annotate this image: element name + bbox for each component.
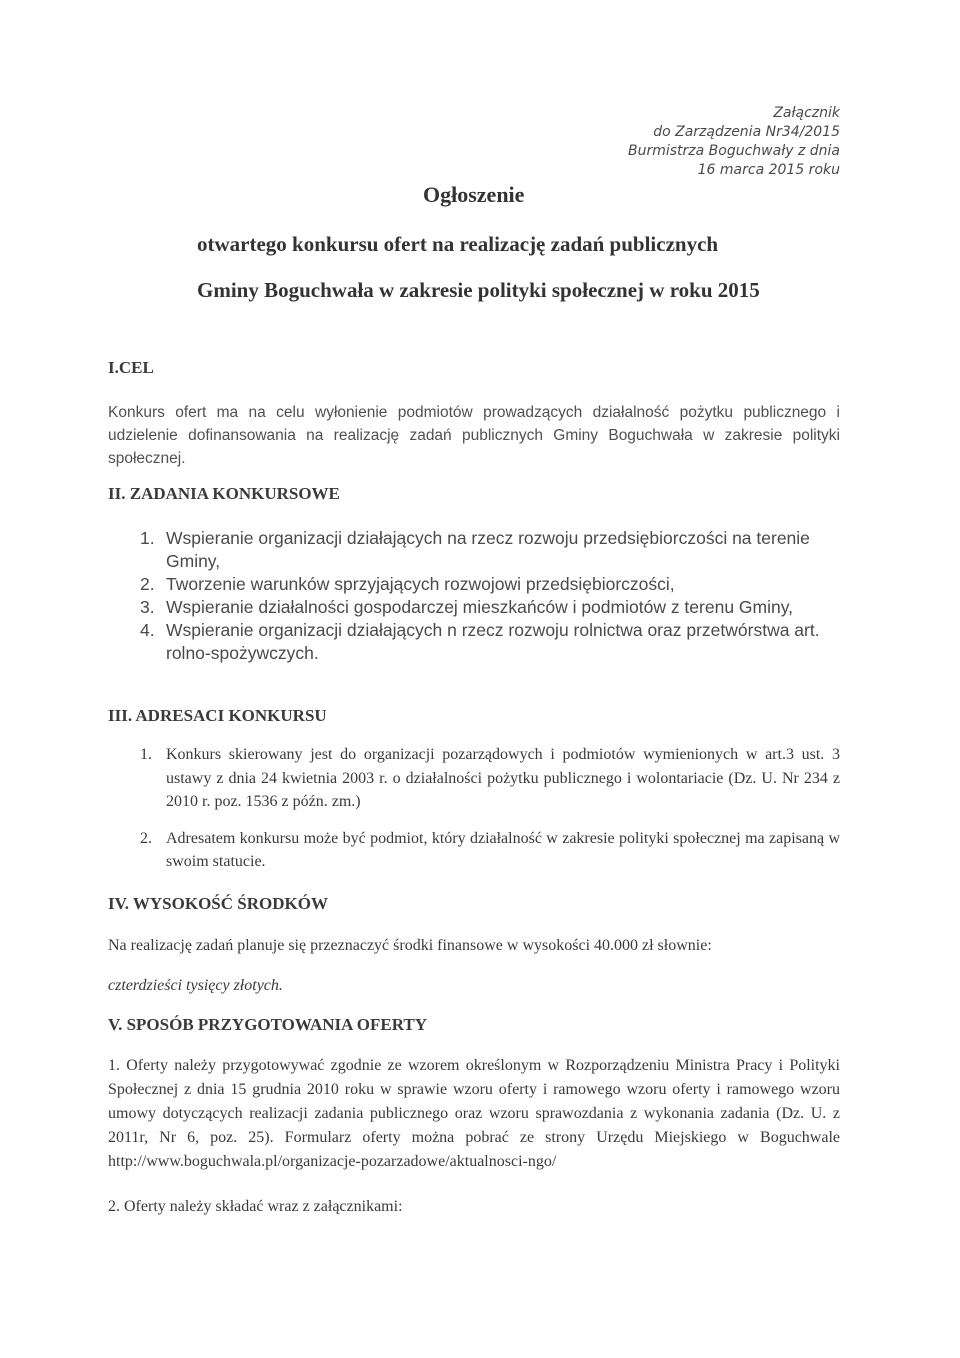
section-funds-amount-words: czterdzieści tysięcy złotych. bbox=[108, 977, 283, 994]
section-tasks-heading: II. ZADANIA KONKURSOWE bbox=[108, 484, 340, 503]
section-funds-text: Na realizację zadań planuje się przeznaczyć środki finansowe w wysokości 40.000 zł słownie: bbox=[108, 937, 712, 954]
list-item-text: Tworzenie warunków sprzyjających rozwojowi przedsiębiorczości, bbox=[166, 574, 675, 594]
list-item-text: Wspieranie organizacji działających na rzecz rozwoju przedsiębiorczości na terenie Gminy, bbox=[166, 528, 810, 571]
section-goal-heading: I.CEL bbox=[108, 358, 154, 377]
section-addressees-heading: III. ADRESACI KONKURSU bbox=[108, 706, 327, 725]
document-title: Ogłoszenie bbox=[423, 182, 525, 207]
list-item-number: 2. bbox=[140, 574, 155, 594]
list-item-number: 3. bbox=[140, 597, 155, 617]
section-offer-heading: V. SPOSÓB PRZYGOTOWANIA OFERTY bbox=[108, 1015, 428, 1034]
list-item-number: 4. bbox=[140, 620, 155, 640]
section-offer-para1: 1. Oferty należy przygotowywać zgodnie ze wzorem określonym w Rozporządzeniu Ministra Pracy i Polityki Społecznej z dnia 15 grudnia 2010 roku w sprawie wzoru oferty i ramowego wzoru oferty i ramowego wzoru umowy dotyczących realizacji zadania publicznego oraz wzoru sprawozdania z wykonania zadania (Dz. U. z 2011r, Nr 6, poz. 25). Formularz oferty można pobrać ze strony Urzędu Miejskiego w Boguchwale http://www.boguchwala.pl/organizacje-pozarzadowe/aktualnosci-ngo/ bbox=[108, 1057, 840, 1170]
list-item-number: 1. bbox=[140, 746, 152, 763]
list-item bbox=[140, 573, 840, 596]
tasks-list bbox=[140, 527, 840, 665]
attachment-date: 16 marca 2015 roku bbox=[697, 162, 840, 178]
list-item-number: 1. bbox=[140, 528, 155, 548]
list-item bbox=[140, 827, 840, 874]
list-item bbox=[140, 743, 840, 814]
list-item-text: Adresatem konkursu może być podmiot, który działalność w zakresie polityki społecznej ma zapisaną w swoim statucie. bbox=[166, 829, 840, 870]
document-subtitle-line2: Gminy Boguchwała w zakresie polityki społecznej w roku 2015 bbox=[197, 278, 760, 302]
list-item-text: Konkurs skierowany jest do organizacji pozarządowych i podmiotów wymienionych w art.3 ust. 3 ustawy z dnia 24 kwietnia 2003 r. o działalności pożytku publicznego i wolontariacie (Dz. U. Nr 234 z 2010 r. poz. 1536 z późn. zm.) bbox=[166, 746, 840, 810]
attachment-label: Załącznik bbox=[773, 105, 840, 121]
attachment-ordinance: do Zarządzenia Nr34/2015 bbox=[653, 124, 840, 140]
document-subtitle-line1: otwartego konkursu ofert na realizację zadań publicznych bbox=[197, 232, 719, 256]
section-offer-para2: 2. Oferty należy składać wraz z załącznikami: bbox=[108, 1198, 403, 1215]
list-item-text: Wspieranie organizacji działających n rzecz rozwoju rolnictwa oraz przetwórstwa art. rolno-spożywczych. bbox=[166, 620, 820, 663]
section-funds-heading: IV. WYSOKOŚĆ ŚRODKÓW bbox=[108, 894, 328, 913]
section-goal-text: Konkurs ofert ma na celu wyłonienie podmiotów prowadzących działalność pożytku publicznego i udzielenie dofinansowania na realizację zadań publicznych Gminy Boguchwała w zakresie polityki społecznej. bbox=[108, 404, 840, 467]
list-item bbox=[140, 527, 840, 573]
attachment-mayor: Burmistrza Boguchwały z dnia bbox=[628, 143, 840, 159]
addressees-list bbox=[140, 743, 840, 874]
attachment-note bbox=[440, 104, 840, 180]
list-item bbox=[140, 596, 840, 619]
list-item bbox=[140, 619, 840, 665]
list-item-text: Wspieranie działalności gospodarczej mieszkańców i podmiotów z terenu Gminy, bbox=[166, 597, 794, 617]
list-item-number: 2. bbox=[140, 829, 152, 847]
